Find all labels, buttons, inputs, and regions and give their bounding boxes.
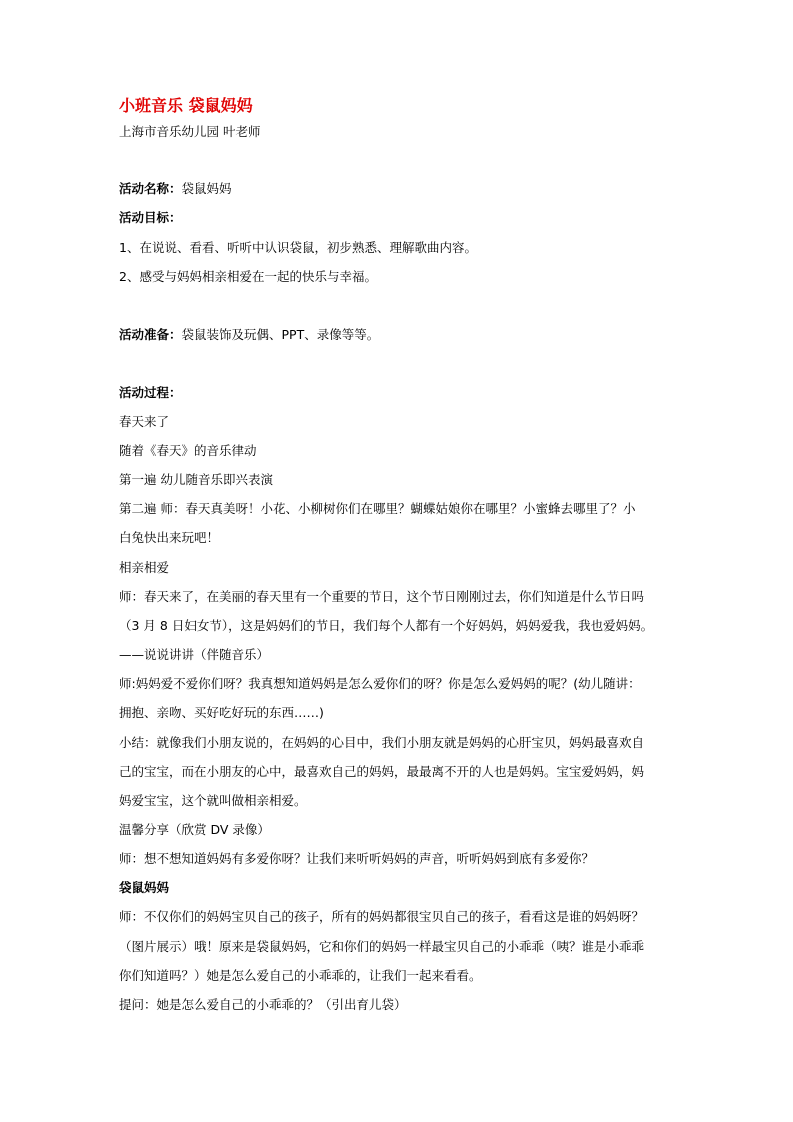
- question-line: 提问：她是怎么爱自己的小乖乖的？（引出育儿袋）: [119, 997, 407, 1012]
- teacher-4-line-1: 师：不仅你们的妈妈宝贝自己的孩子，所有的妈妈都很宝贝自己的孩子，看看这是谁的妈妈呀？: [119, 909, 645, 924]
- goals-label: 活动目标：: [119, 210, 182, 225]
- teacher-1-line-2: （3 月 8 日妇女节），这是妈妈们的节日，我们每个人都有一个好妈妈，妈妈爱我，我也爱妈妈。: [119, 618, 654, 633]
- process-spring: 春天来了: [119, 414, 170, 429]
- talk-line: ——说说讲讲（伴随音乐）: [119, 647, 270, 662]
- prep-value: 袋鼠装饰及玩偶、PPT、录像等等。: [181, 327, 380, 342]
- goal-1: 1、在说说、看看、听听中认识袋鼠，初步熟悉、理解歌曲内容。: [119, 240, 477, 255]
- document-title: 小班音乐 袋鼠妈妈: [119, 96, 253, 115]
- process-first-pass: 第一遍 幼儿随音乐即兴表演: [119, 472, 273, 487]
- teacher-2-line-2: 拥抱、亲吻、买好吃好玩的东西……): [119, 705, 324, 720]
- share-line: 温馨分享（欣赏 DV 录像）: [119, 822, 270, 837]
- goal-2: 2、感受与妈妈相亲相爱在一起的快乐与幸福。: [119, 269, 377, 284]
- summary-line-2: 己的宝宝，而在小朋友的心中，最喜欢自己的妈妈，最最离不开的人也是妈妈。宝宝爱妈妈，妈: [119, 764, 645, 779]
- kangaroo-heading: 袋鼠妈妈: [119, 880, 170, 895]
- prep-label: 活动准备：: [119, 327, 182, 342]
- activity-name-row: [119, 181, 232, 197]
- activity-name-label: 活动名称：: [119, 181, 182, 196]
- teacher-1-line-1: 师：春天来了，在美丽的春天里有一个重要的节日，这个节日刚刚过去，你们知道是什么节日吗: [119, 589, 645, 604]
- process-second-pass-line-2: 白兔快出来玩吧！: [119, 530, 220, 545]
- teacher-2-line-1: 师:妈妈爱不爱你们呀？我真想知道妈妈是怎么爱你们的呀？你是怎么爱妈妈的呢？(幼儿随讲：: [119, 676, 641, 691]
- teacher-3-line: 师：想不想知道妈妈有多爱你呀？让我们来听听妈妈的声音，听听妈妈到底有多爱你？: [119, 851, 595, 866]
- author-line: 上海市音乐幼儿园 叶老师: [119, 124, 261, 139]
- love-heading: 相亲相爱: [119, 560, 170, 575]
- process-label: 活动过程：: [119, 385, 182, 400]
- activity-name-value: 袋鼠妈妈: [181, 181, 232, 196]
- summary-line-1: 小结：就像我们小朋友说的，在妈妈的心目中，我们小朋友就是妈妈的心肝宝贝，妈妈最喜欢自: [119, 735, 645, 750]
- process-second-pass-line-1: 第二遍 师：春天真美呀！小花、小柳树你们在哪里？蝴蝶姑娘你在哪里？小蜜蜂去哪里了？小: [119, 501, 636, 516]
- teacher-4-line-2: （图片展示）哦！原来是袋鼠妈妈，它和你们的妈妈一样最宝贝自己的小乖乖（咦？谁是小乖乖: [119, 939, 645, 954]
- prep-row: [119, 327, 379, 343]
- teacher-4-line-3: 你们知道吗？）她是怎么爱自己的小乖乖的，让我们一起来看看。: [119, 968, 482, 983]
- process-spring-rhythm: 随着《春天》的音乐律动: [119, 443, 257, 458]
- summary-line-3: 妈爱宝宝，这个就叫做相亲相爱。: [119, 793, 307, 808]
